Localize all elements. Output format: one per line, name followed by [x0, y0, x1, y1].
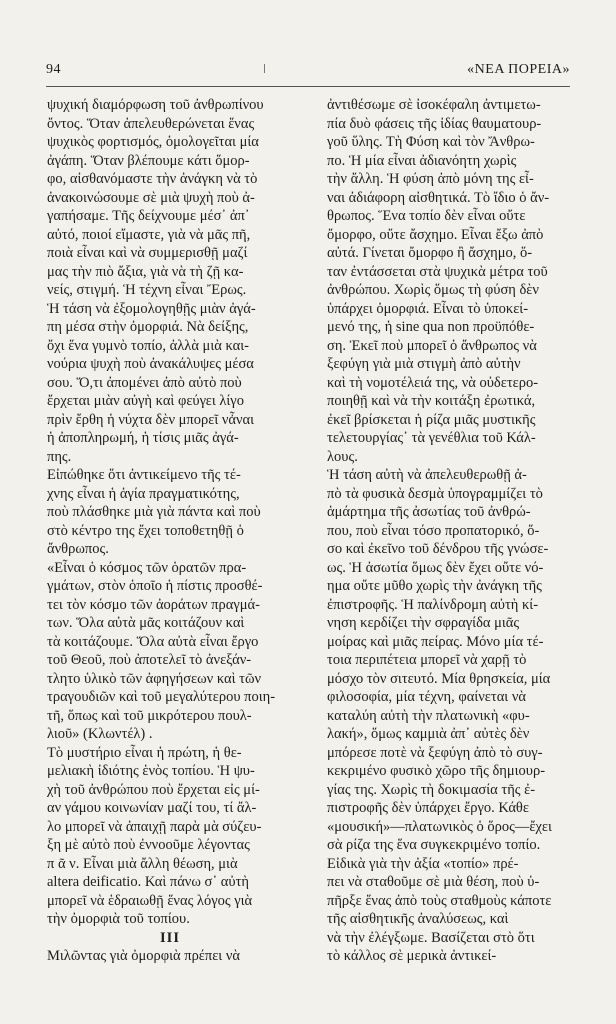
text-line: ποιὰ εἶναι καὶ νὰ συμμερισθῇ μαζί — [47, 245, 248, 261]
text-line: γαπήσαμε. Τῆς δείχνουμε μέσ᾽ ἀπ᾽ — [47, 208, 250, 224]
text-line: ὑπάρχει ὀμορφιά. Εἶναι τὸ ὑποκεί- — [327, 300, 529, 317]
text-line: «μουσική»—πλατωνικὸς ὁ ὅρος—ἔχει — [327, 818, 552, 835]
text-line: σὰ ρίζα της ἕνα συγκεκριμένο τοπίο. — [327, 837, 541, 853]
text-line: αν γάμου κοινωνίαν μαζί του, τί ἄλ- — [47, 800, 257, 816]
text-line: στὸ κέντρο της ἔχει τοποθετηθῇ ὁ — [47, 522, 244, 539]
text-line: αὐτό, ποιοί εἴμαστε, γιὰ νὰ μᾶς πῆ, — [47, 226, 251, 243]
text-line: «Εἶναι ὁ κόσμος τῶν ὁρατῶν πρα- — [47, 559, 247, 576]
text-line: τὴν ἄλλη. Ἡ φύση ἀπὸ μόνη της εἶ- — [327, 171, 534, 187]
text-line: Τὸ μυστήριο εἶναι ἡ πρώτη, ἡ θε- — [47, 744, 242, 761]
text-line: ἀγάπη. Ὅταν βλέπουμε κάτι ὅμορ- — [47, 152, 250, 169]
print-mark — [264, 64, 265, 73]
text-line: ἔρχεται μιὰν αὐγὴ καὶ φεύγει λίγο — [47, 393, 244, 409]
text-line: μενό της, ἡ sine qua non προϋπόθε- — [327, 319, 535, 335]
text-line: θρωπος. Ἕνα τοπίο δὲν εἶναι οὔτε — [327, 208, 526, 224]
text-line: μοίρας καὶ μιᾶς πείρας. Μόνο μία τέ- — [327, 633, 544, 650]
text-line: πρὶν ἔρθη ἡ νύχτα δὲν μπορεῖ νἆναι — [47, 411, 255, 428]
text-line: ἐκεῖ βρίσκεται ἡ ρίζα μιᾶς μυστικῆς — [327, 411, 536, 428]
text-line: ὄχι ἕνα γυμνὸ τοπίο, ἀλλὰ μιὰ και- — [47, 337, 249, 354]
text-line: ὄμορφο, οὔτε ἄσχημο. Εἶναι ἔξω ἀπὸ — [327, 226, 544, 243]
text-line: νούρια ψυχὴ ποὺ ἀνακάλυψες μέσα — [47, 356, 254, 372]
text-line: χνης εἶναι ἡ ἁγία πραγματικότης, — [47, 485, 240, 502]
text-line: πιστροφῆς δὲν ὑπάρχει ἔργο. Κάθε — [327, 800, 529, 816]
text-line: μελιακὴ ἰδιότης ἑνὸς τοπίου. Ἡ ψυ- — [47, 763, 255, 779]
text-line: πὸ τὰ φυσικὰ δεσμὰ ὑπογραμμίζει τὸ — [327, 485, 543, 502]
text-line: γοῦ ὕλης. Τὴ Φύση καὶ τὸν Ἄνθρω- — [327, 134, 535, 150]
text-line: φιλοσοφία, μία τέχνη, φαίνεται νὰ — [327, 689, 526, 705]
text-line: λιοῦ» (Κλωντέλ) . — [47, 726, 153, 742]
text-line: ξεφύγη γιὰ μιὰ στιγμὴ ἀπὸ αὐτὴν — [327, 356, 521, 372]
text-line: ημα οὔτε μῦθο χωρὶς τὴν ἀνάγκη τῆς — [327, 578, 542, 594]
text-line: ἁμάρτημα τῆς ἀσωτίας τοῦ ἀνθρώ- — [327, 504, 531, 520]
page-header — [46, 62, 570, 82]
text-line: τοια περιπέτεια μπορεῖ νὰ χαρῇ τὸ — [327, 652, 527, 668]
text-line: altera deificatio. Καὶ πάνω σ᾽ αὐτὴ — [47, 874, 249, 890]
text-line: ναι ἀδιάφορη αἰσθητικά. Τὸ ἴδιο ὁ ἄν- — [327, 189, 550, 206]
section-heading: III — [160, 929, 180, 946]
text-line: μόσχο τὸν σιτευτό. Μία θρησκεία, μία — [327, 670, 551, 687]
text-line: κεκριμένο φυσικὸ χῶρο τῆς δημιουρ- — [327, 763, 546, 779]
text-line: νηση κερδίζει τὴν σφραγίδα μιᾶς — [327, 615, 520, 631]
text-line: τοῦ Θεοῦ, ποὺ ἀποτελεῖ τὸ ἀνεξάν- — [47, 652, 252, 668]
text-line: σο καὶ ἐκεῖνο τοῦ δένδρου τῆς γνώσε- — [327, 541, 549, 557]
text-line: αὐτά. Γίνεται ὄμορφο ἢ ἄσχημο, ὅ- — [327, 245, 533, 261]
text-line: σου. Ὅ,τι ἀπομένει ἀπὸ αὐτὸ ποὺ — [47, 374, 242, 391]
text-line: ἀνθρώπου. Χωρὶς ὅμως τὴ φύση δὲν — [327, 282, 539, 298]
text-line: Μιλῶντας γιὰ ὀμορφιὰ πρέπει νὰ — [47, 948, 240, 964]
text-line: τραγουδιῶν καὶ τοῦ μεγαλύτερου ποιη- — [47, 689, 276, 705]
text-line: καὶ τὴ νομοτέλειά της, νὰ οὐδετερο- — [327, 374, 539, 391]
text-line: τὴν ὀμορφιὰ τοῦ τοπίου. — [47, 911, 190, 927]
text-line: ως. Ἡ ἀσωτία ὅμως δὲν ἔχει οὔτε νό- — [327, 559, 544, 576]
text-column-right — [327, 96, 573, 966]
text-line: χὴ τοῦ ἀνθρώπου ποὺ ἔρχεται εἰς μί- — [47, 781, 260, 798]
text-line: νὰ τὴν ἐλέγξωμε. Βασίζεται στὸ ὅτι — [327, 929, 535, 946]
text-line: ἀνακοινώσουμε σὲ μιὰ ψυχὴ ποὺ ἀ- — [47, 189, 255, 206]
text-line: ξη μὲ αὐτὸ ποὺ ἐννοοῦμε λέγοντας — [47, 837, 250, 853]
text-line: Εἰπώθηκε ὅτι ἀντικείμενο τῆς τέ- — [47, 467, 241, 483]
text-line: πης. — [47, 448, 72, 465]
text-line: ἐπιστροφῆς. Ἡ παλίνδρομη αὐτὴ κί- — [327, 596, 539, 613]
text-line: τῆς αἰσθητικῆς ἀναλύσεως, καὶ — [327, 911, 509, 927]
header-rule — [46, 86, 570, 87]
text-line: ταν ἐντάσσεται στὰ ψυχικὰ μέτρα τοῦ — [327, 263, 548, 280]
text-line: π ᾶ ν. Εἶναι μιὰ ἄλλη θέωση, μιὰ — [47, 855, 238, 872]
text-line: ψυχικὸς φορτισμός, ὁμολογεῖται μία — [47, 134, 259, 150]
text-line: μπορεῖ νὰ ἑδραιωθῇ ἕνας λόγος γιὰ — [47, 892, 253, 909]
text-line: πη μέσα στὴν ὀμορφιά. Νὰ δείξης, — [47, 319, 249, 335]
text-line: ἄνθρωπος. — [47, 541, 109, 557]
text-line: των. Ὅλα αὐτὰ μᾶς κοιτάζουν καὶ — [47, 615, 245, 631]
text-line: τῆ, ὅπως καὶ τοῦ μικρότερου πουλ- — [47, 707, 252, 724]
text-line: πο. Ἡ μία εἶναι ἀδιανόητη χωρὶς — [327, 152, 517, 169]
text-line: πει νὰ σταθοῦμε σὲ μιὰ θέση, ποὺ ὑ- — [327, 874, 540, 890]
text-line: ἡ ἀποπληρωμή, ἡ τίσις μιᾶς ἀγά- — [47, 430, 239, 446]
text-line: τὰ κοιτάζουμε. Ὅλα αὐτὰ εἶναι ἔργο — [47, 633, 259, 650]
text-line: λακή», ὅμως καμμιὰ ἀπ᾽ αὐτὲς δὲν — [327, 726, 530, 742]
text-line: ὄντος. Ὅταν ἀπελευθερώνεται ἕνας — [47, 115, 255, 132]
text-line: ψυχική διαμόρφωση τοῦ ἀνθρωπίνου — [47, 97, 264, 113]
text-line: ποιηθῇ καὶ νὰ τὴν κοιτάξη ἐρωτικά, — [327, 393, 536, 409]
text-line: τελετουργίας᾽ τὰ γενέθλια τοῦ Κάλ- — [327, 430, 536, 446]
text-line: Ἡ τάση αὐτὴ νὰ ἀπελευθερωθῇ ἀ- — [327, 467, 527, 483]
text-line: λους. — [327, 448, 358, 465]
running-head: «ΝΕΑ ΠΟΡΕΙΑ» — [467, 62, 570, 77]
text-line: ἀντιθέσωμε σὲ ἰσοκέφαλη ἀντιμετω- — [327, 97, 541, 113]
text-line: που, ποὺ εἶναι τόσο προπατορικό, ὅ- — [327, 522, 540, 539]
text-line: Εἰδικὰ γιὰ τὴν ἀξία «τοπίο» πρέ- — [327, 855, 519, 872]
page-number: 94 — [46, 62, 61, 77]
text-line: μπόρεσε ποτὲ νὰ ξεφύγη ἀπὸ τὸ συγ- — [327, 744, 543, 761]
text-line: τει τὸν κόσμο τῶν ἀοράτων πραγμά- — [47, 596, 260, 613]
text-line: Ἡ τάση νὰ ἐξομολογηθῇς μιὰν ἀγά- — [47, 300, 256, 317]
text-line: νείς, στιγμή. Ἡ τέχνη εἶναι Ἔρως. — [47, 282, 247, 298]
text-column-left — [47, 96, 293, 966]
text-line: πῆρξε ἕνας ἀπὸ τοὺς σταθμοὺς κάποτε — [327, 892, 552, 909]
text-line: μας τὴν πιὸ ἄξια, γιὰ νὰ τὴ ζῇ κα- — [47, 263, 244, 280]
text-line: ποὺ πλάσθηκε μιὰ γιὰ πάντα καὶ ποὺ — [47, 504, 261, 520]
text-line: πία δυὸ φάσεις τῆς ἰδίας θαυματουρ- — [327, 115, 542, 132]
text-line: γίας της. Χωρὶς τὴ δοκιμασία τῆς ἐ- — [327, 781, 536, 798]
text-line: τλητο ὑλικὸ τῶν ἀφηγήσεων καὶ τῶν — [47, 670, 262, 687]
text-line: τὸ κάλλος σὲ μερικὰ ἀντικεί- — [327, 948, 497, 964]
text-line: ση. Ἐκεῖ ποὺ μπορεῖ ὁ ἄνθρωπος νὰ — [327, 337, 537, 354]
text-line: καταλύη αὐτὴ τὴν πλατωνικὴ «φυ- — [327, 707, 530, 724]
text-line: λο μπορεῖ νὰ ἀπαιχῇ παρὰ μὰ σύζευ- — [47, 818, 262, 835]
text-line: γμάτων, στὸν ὁποῖο ἡ πίστις προσθέ- — [47, 578, 263, 594]
text-line: φο, αἰσθανόμαστε τὴν ἀνάγκη νὰ τὸ — [47, 171, 258, 187]
